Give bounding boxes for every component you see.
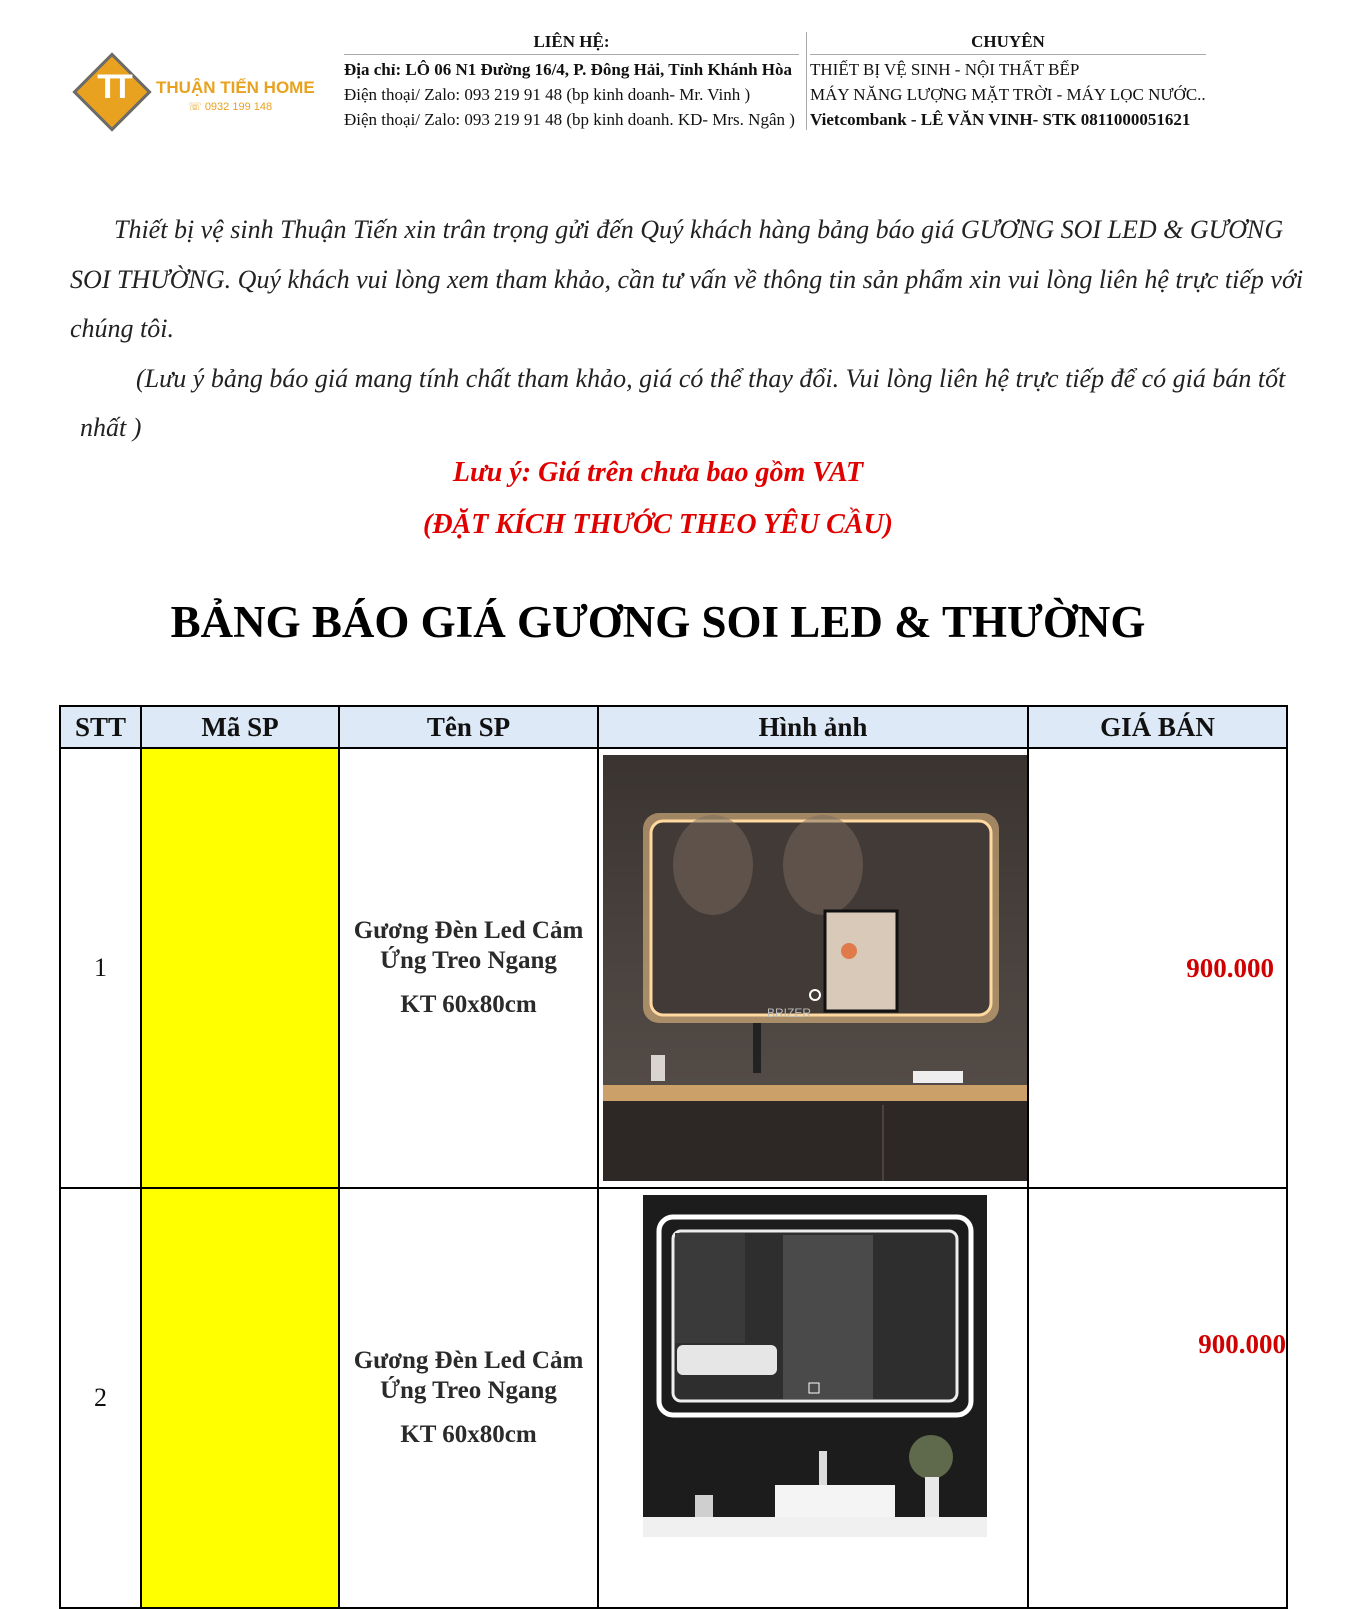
contact-address: Địa chỉ: LÔ 06 N1 Đường 16/4, P. Đông Hải, Tỉnh Khánh Hòa	[344, 60, 793, 79]
table-row	[60, 1188, 1287, 1608]
specialty-line-1: THIẾT BỊ VỆ SINH - NỘI THẤT BẾP	[810, 60, 1080, 79]
price-table	[59, 705, 1288, 1609]
table-header-row	[60, 706, 1287, 748]
specialty-heading: CHUYÊN	[810, 32, 1206, 55]
product-image-led-mirror-frame	[643, 1195, 987, 1537]
row-code	[141, 748, 339, 1188]
row-size: KT 60x80cm	[400, 1421, 537, 1448]
bank-account: Vietcombank - LÊ VĂN VINH- STK 0811000051621	[810, 110, 1191, 129]
specialty-block	[806, 32, 1206, 130]
company-logo	[78, 58, 343, 128]
header-code: Mã SP	[141, 706, 339, 748]
table-row	[60, 748, 1287, 1188]
logo-brand-name: THUẬN TIẾN HOME	[156, 78, 315, 97]
header-name: Tên SP	[339, 706, 598, 748]
logo-initials: TT	[97, 68, 127, 106]
row-image-cell	[598, 1188, 1028, 1608]
intro-disclaimer: (Lưu ý bảng báo giá mang tính chất tham khảo, giá có thể thay đổi. Vui lòng liên hệ trực tiếp để có giá bán tốt nhất )	[80, 363, 1286, 442]
custom-size-note: (ĐẶT KÍCH THƯỚC THEO YÊU CẦU)	[423, 509, 893, 540]
row-name-cell	[339, 748, 598, 1188]
row-stt: 2	[60, 1188, 141, 1608]
row-name: Gương Đèn Led Cảm Ứng Treo Ngang	[353, 917, 584, 974]
logo-phone-number: 0932 199 148	[204, 101, 273, 113]
row-price: 900.000	[1186, 952, 1274, 983]
intro-paragraph: Thiết bị vệ sinh Thuận Tiến xin trân trọng gửi đến Quý khách hàng bảng báo giá GƯƠNG SOI LED & GƯƠNG SOI THƯỜNG. Quý khách vui lòng xem tham khảo, cần tư vấn về thông tin sản phẩm xin vui lòng liên hệ trực tiếp với chúng tôi.	[70, 215, 1304, 343]
specialty-line-2: MÁY NĂNG LƯỢNG MẶT TRỜI - MÁY LỌC NƯỚC..	[810, 85, 1206, 104]
logo-phone: ☏ 0932 199 148	[188, 101, 273, 113]
header-price: GIÁ BÁN	[1028, 706, 1287, 748]
row-name: Gương Đèn Led Cảm Ứng Treo Ngang	[353, 1347, 584, 1404]
row-name-cell	[339, 1188, 598, 1608]
row-price-cell	[1028, 1188, 1287, 1608]
contact-phone-2: Điện thoại/ Zalo: 093 219 91 48 (bp kinh doanh. KD- Mrs. Ngân )	[344, 110, 795, 129]
mirror-watermark: BRIZER	[767, 1006, 812, 1020]
page-title: BẢNG BÁO GIÁ GƯƠNG SOI LED & THƯỜNG	[170, 597, 1146, 647]
header-image: Hình ảnh	[598, 706, 1028, 748]
row-size: KT 60x80cm	[400, 991, 537, 1018]
row-image-cell	[598, 748, 1028, 1188]
product-image-led-mirror-backlit	[603, 755, 1027, 1181]
intro-text	[70, 205, 1315, 453]
vat-note: Lưu ý: Giá trên chưa bao gồm VAT	[452, 457, 864, 488]
row-price: 900.000	[1198, 1329, 1286, 1359]
header-stt: STT	[60, 706, 141, 748]
row-stt: 1	[60, 748, 141, 1188]
row-code	[141, 1188, 339, 1608]
row-price-cell	[1028, 748, 1287, 1188]
contact-heading: LIÊN HỆ:	[344, 32, 799, 55]
contact-block	[344, 32, 799, 130]
contact-phone-1: Điện thoại/ Zalo: 093 219 91 48 (bp kinh doanh- Mr. Vinh )	[344, 85, 751, 104]
